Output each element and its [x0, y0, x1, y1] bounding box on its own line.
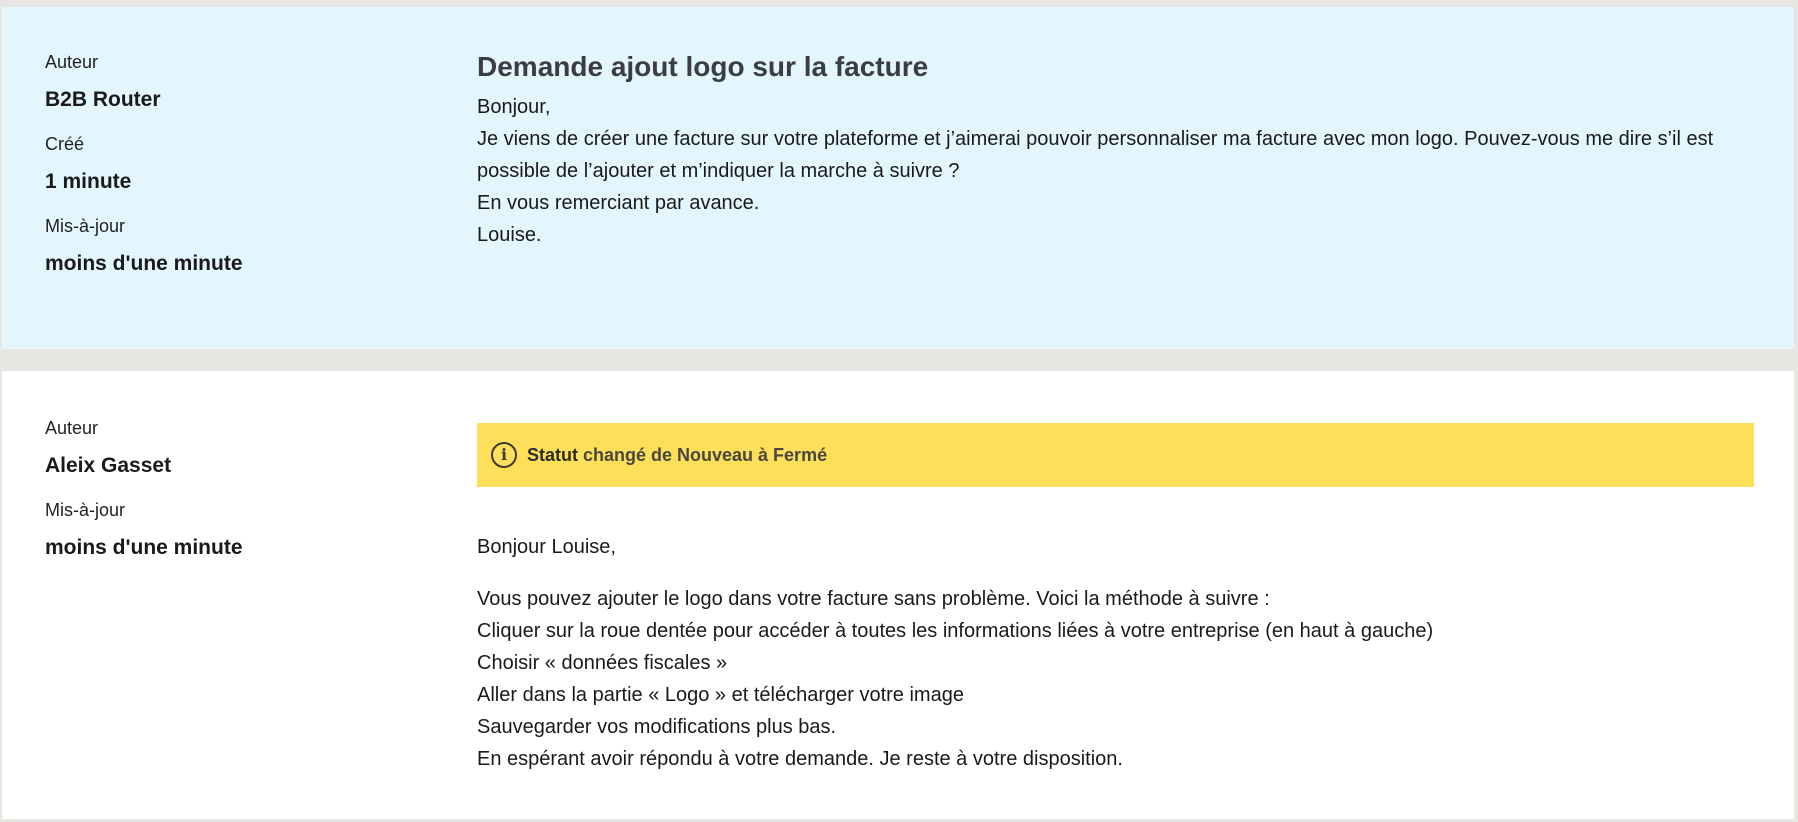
body-line: Vous pouvez ajouter le logo dans votre facture sans problème. Voici la méthode à suivre :	[477, 588, 1270, 610]
author-name[interactable]: B2B Router	[45, 88, 161, 111]
ticket-body	[477, 91, 1754, 251]
body-line: Louise.	[477, 224, 542, 246]
body-line: En espérant avoir répondu à votre demande. Je reste à votre disposition.	[477, 748, 1123, 770]
status-text: changé de Nouveau à Fermé	[583, 445, 828, 465]
author-label: Auteur	[45, 418, 99, 438]
ticket-title: Demande ajout logo sur la facture	[477, 51, 929, 82]
body-line: Je viens de créer une facture sur votre plateforme et j’aimerai pouvoir personnaliser ma facture avec mon logo. Pouvez-vous me dire s’il est possible de l’ajouter et m’indiquer la marche à suivre ?	[477, 128, 1714, 182]
info-icon: i	[491, 442, 517, 468]
reply-card	[2, 371, 1794, 819]
updated-value: moins d'une minute	[45, 252, 243, 275]
author-name[interactable]: Aleix Gasset	[45, 454, 172, 477]
status-change-banner	[477, 423, 1754, 487]
updated-label: Mis-à-jour	[45, 500, 126, 520]
body-line: Aller dans la partie « Logo » et télécharger votre image	[477, 684, 964, 706]
updated-label: Mis-à-jour	[45, 216, 126, 236]
author-label: Auteur	[45, 52, 99, 72]
reply-meta	[45, 416, 405, 580]
reply-greeting: Bonjour Louise,	[477, 536, 616, 558]
body-line: Bonjour,	[477, 96, 551, 118]
created-value: 1 minute	[45, 170, 132, 193]
body-line: Sauvegarder vos modifications plus bas.	[477, 716, 837, 738]
body-line: Cliquer sur la roue dentée pour accéder à toutes les informations liées à votre entreprise (en haut à gauche)	[477, 620, 1434, 642]
body-line: Choisir « données fiscales »	[477, 652, 728, 674]
status-key: Statut	[527, 445, 578, 465]
updated-value: moins d'une minute	[45, 536, 243, 559]
ticket-meta	[45, 50, 405, 296]
ticket-card	[2, 7, 1794, 349]
body-line: En vous remerciant par avance.	[477, 192, 760, 214]
reply-body	[477, 583, 1754, 775]
reply-content	[477, 423, 1754, 775]
created-label: Créé	[45, 134, 85, 154]
ticket-content	[477, 47, 1754, 251]
